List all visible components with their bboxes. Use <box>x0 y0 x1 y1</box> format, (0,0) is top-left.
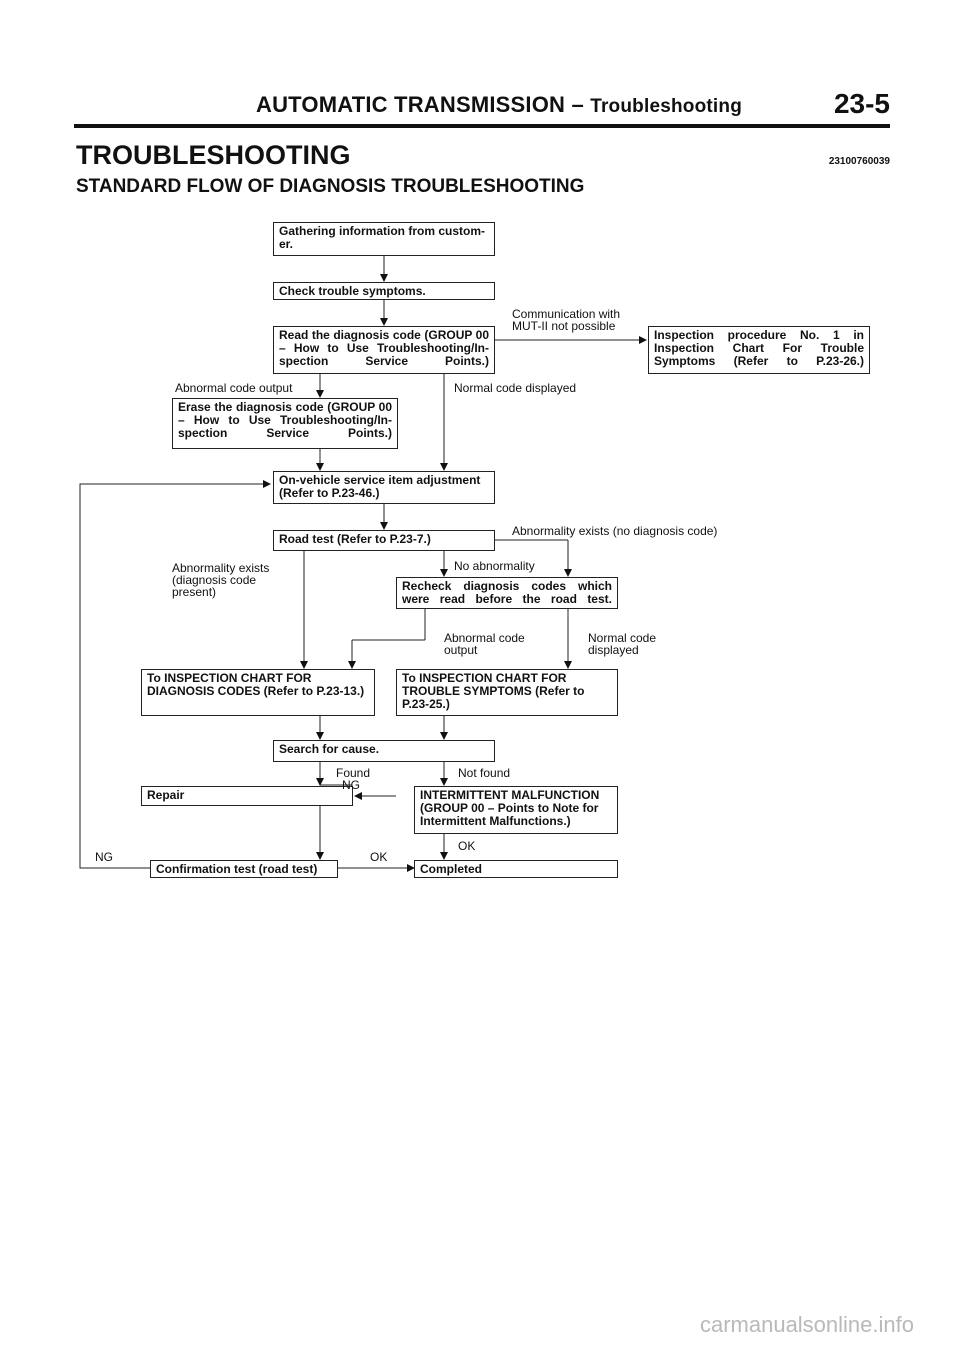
page-title: TROUBLESHOOTING <box>76 140 351 170</box>
box-onvehicle-adjust: On-vehicle service item adjustment (Refer to P.23-46.) <box>273 471 495 504</box>
box-confirmation-test: Confirmation test (road test) <box>150 860 338 878</box>
box-inspection-procedure: Inspection procedure No. 1 in Inspection Chart For Trouble Symptoms (Refer to P.23-26.) <box>648 326 870 374</box>
box-search-cause: Search for cause. <box>273 740 495 762</box>
label-comm-2: MUT-II not possible <box>512 319 616 333</box>
box-chart-trouble-symptoms: To INSPECTION CHART FOR TROUBLE SYMPTOMS (Refer to P.23-25.) <box>396 669 618 716</box>
label-abn-exists-3: present) <box>172 585 217 599</box>
box-read-codes: Read the diagnosis code (GROUP 00 – How to Use Troubleshooting/In- spection Service Points.) <box>273 326 495 374</box>
label-abn-code-2: output <box>444 643 478 657</box>
label-abn-exists-2: (diagnosis code <box>172 573 257 587</box>
box-repair: Repair <box>141 786 353 806</box>
label-norm-code-1: Normal code <box>588 631 657 645</box>
label-ok-bottom: OK <box>370 850 388 864</box>
label-no-abnormality: No abnormality <box>454 559 535 573</box>
label-abn-exists-1: Abnormality exists <box>172 561 270 575</box>
box-completed: Completed <box>414 860 618 878</box>
label-abnormal-code-output: Abnormal code output <box>175 381 293 395</box>
box-chart-diagnosis-codes: To INSPECTION CHART FOR DIAGNOSIS CODES (Refer to P.23-13.) <box>141 669 375 716</box>
label-ok-right: OK <box>458 839 476 853</box>
section-title-main: AUTOMATIC TRANSMISSION – <box>256 92 584 117</box>
box-check-symptoms: Check trouble symptoms. <box>273 282 495 300</box>
label-abn-code-1: Abnormal code <box>444 631 525 645</box>
label-abnormality-no-code: Abnormality exists (no diagnosis code) <box>512 524 718 538</box>
label-not-found: Not found <box>458 766 511 780</box>
label-ng-left: NG <box>95 850 113 864</box>
label-normal-code-displayed: Normal code displayed <box>454 381 577 395</box>
label-norm-code-2: displayed <box>588 643 639 657</box>
label-comm-1: Communication with <box>512 307 621 321</box>
label-ng-mid: NG <box>342 778 360 792</box>
section-title-sub: Troubleshooting <box>590 96 743 117</box>
box-intermittent-malfunction: INTERMITTENT MALFUNCTION (GROUP 00 – Points to Note for Intermittent Malfunctions.) <box>414 786 618 834</box>
box-erase-codes: Erase the diagnosis code (GROUP 00 – How to Use Troubleshooting/In- spection Service Points.) <box>172 398 398 449</box>
label-found: Found <box>336 766 371 780</box>
watermark-url: carmanualsonline.info <box>699 1312 914 1337</box>
section-subtitle: STANDARD FLOW OF DIAGNOSIS TROUBLESHOOTING <box>76 176 585 197</box>
box-recheck-codes: Recheck diagnosis codes which were read before the road test. <box>396 577 618 609</box>
box-road-test: Road test (Refer to P.23-7.) <box>273 530 495 551</box>
document-id: 23100760039 <box>828 156 890 167</box>
box-gather-info: Gathering information from custom- er. <box>273 222 495 256</box>
page-number: 23-5 <box>833 88 890 119</box>
